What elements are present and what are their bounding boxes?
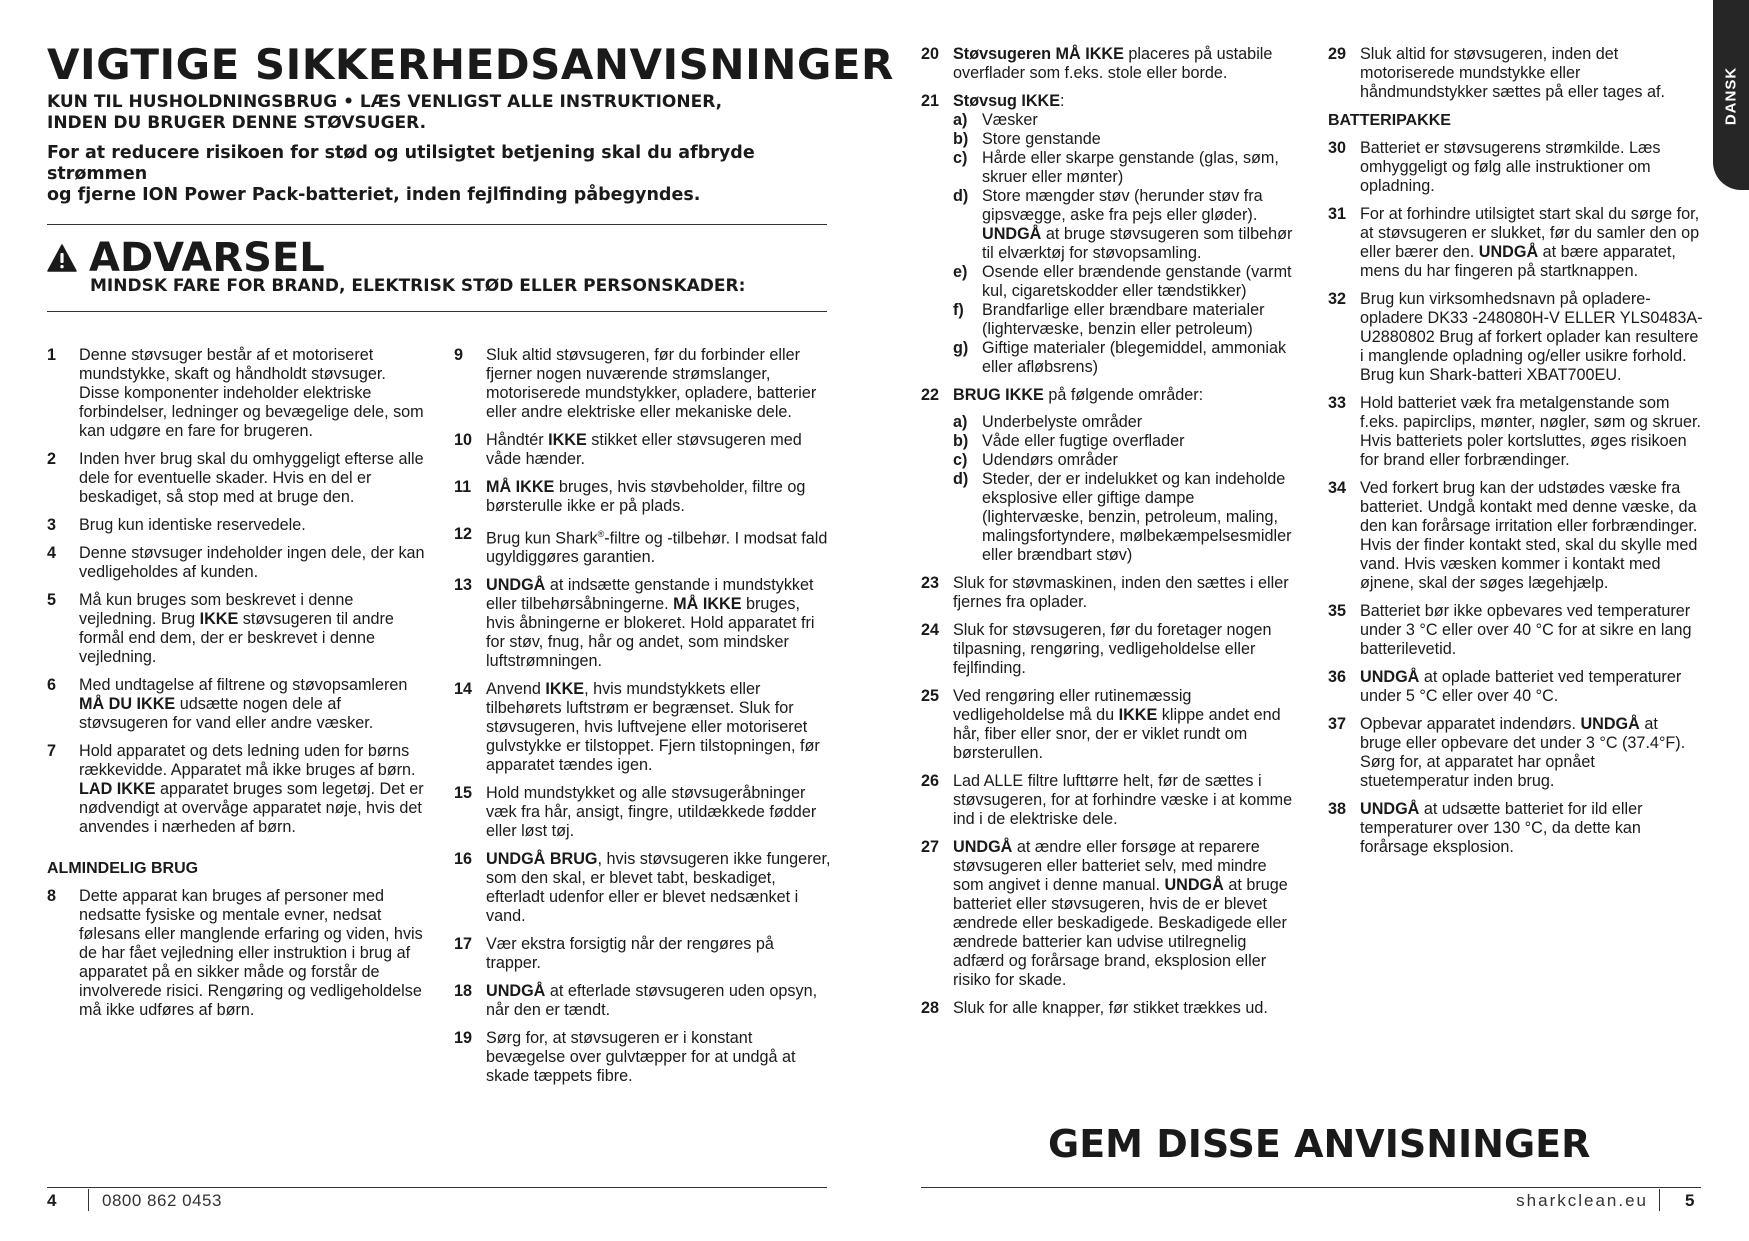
instruction-item: 27 UNDGÅ at ændre eller forsøge at reparere støvsugeren eller batteriet selv, med mindre som angivet i denne manual. UNDGÅ at bruge batteriet eller støvsugeren, hvis de er blevet ændrede eller beskadigede. Beskadigede eller ændrede batterier kan udvise utilregnelig adfærd og forårsage brand, eksplosion eller risiko for skade.: [921, 838, 1288, 989]
sub-item: a) Underbelyste områder: [953, 413, 1143, 431]
page-title: VIGTIGE SIKKERHEDSANVISNINGER: [47, 40, 894, 89]
page-number-left: 4: [47, 1191, 57, 1210]
instruction-item: 33 Hold batteriet væk fra metalgenstande som f.eks. papirclips, mønter, nøgler, søm og skruer. Hvis batteriets poler kortsluttes, øges risikoen for brand eller forbrændinger.: [1328, 394, 1701, 469]
support-phone: 0800 862 0453: [102, 1191, 222, 1210]
instruction-item: 4 Denne støvsuger indeholder ingen dele, der kan vedligeholdes af kunden.: [47, 544, 425, 581]
instruction-item: 35 Batteriet bør ikke opbevares ved temperaturer under 3 °C eller over 40 °C for at sikre en lang batterilevetid.: [1328, 602, 1692, 658]
sub-item-note: UNDGÅ at bruge støvsugeren som tilbehør til elværktøj for støvopsamling.: [982, 225, 1293, 262]
instruction-item: 10 Håndtér IKKE stikket eller støvsugeren med våde hænder.: [454, 431, 802, 468]
column-3: [921, 45, 1299, 1027]
instruction-item: 29 Sluk altid for støvsugeren, inden det motoriserede mundstykke eller håndmundstykker sættes på eller tages af.: [1328, 45, 1666, 101]
household-line-1: KUN TIL HUSHOLDNINGSBRUG • LÆS VENLIGST ALLE INSTRUKTIONER,: [47, 92, 723, 112]
household-use-notice: [47, 92, 827, 134]
instruction-item: 20 Støvsugeren MÅ IKKE placeres på ustabile overflader som f.eks. stole eller borde.: [921, 45, 1273, 82]
divider-top: [47, 224, 827, 225]
intro-line-2: og fjerne ION Power Pack-batteriet, inden fejlfinding påbegyndes.: [47, 185, 701, 205]
intro-line-1: For at reducere risikoen for stød og utilsigtet betjening skal du afbryde strømmen: [47, 143, 755, 184]
instruction-item: 25 Ved rengøring eller rutinemæssig vedligeholdelse må du IKKE klippe andet end hår, fiber eller snor, der er viklet rundt om børsterullen.: [921, 687, 1281, 762]
instruction-item: 34 Ved forkert brug kan der udstødes væske fra batteriet. Undgå kontakt med denne væske, da den kan forårsage irritation eller forbrændinger. Hvis der finder kontakt sted, skal du skylle med vand. Hvis væsken kommer i kontakt med øjnene, skal der søges lægehjælp.: [1328, 479, 1698, 592]
instruction-item: 21 Støvsug IKKE: a) Væsker b) Store genstande c) Hårde eller skarpe genstande (glas, søm, skruer eller mønter) d) Store mængder støv (herunder støv fra gipsvægge, aske fra pejs eller gløder). UNDGÅ at bruge støvsugeren som tilbehør til elværktøj for støvopsamling. e) Osende eller brændende genstande (varmt kul, cigaretskodder eller tændstikker) f) Brandfarlige eller brændbare materialer (lightervæske, benzin eller petroleum) g) Giftige materialer (blegemiddel, ammoniak eller afløbsrens): [921, 92, 1299, 377]
instruction-item: 5 Må kun bruges som beskrevet i denne vejledning. Brug IKKE støvsugeren til andre formål end dem, der er beskrevet i denne vejledning.: [47, 591, 394, 666]
instruction-item: 9 Sluk altid støvsugeren, før du forbinder eller fjerner nogen nuværende strømslanger, motoriserede mundstykker, opladere, batterier eller andre elektriske eller mekaniske dele.: [454, 346, 817, 421]
instruction-item: 30 Batteriet er støvsugerens strømkilde. Læs omhyggeligt og følg alle instruktioner om opladning.: [1328, 139, 1661, 195]
instruction-item: 2 Inden hver brug skal du omhyggeligt efterse alle dele for eventuelle skader. Hvis en del er beskadiget, så stop med at bruge den.: [47, 450, 424, 506]
instruction-item: 24 Sluk for støvsugeren, før du foretager nogen tilpasning, rengøring, vedligeholdelse eller fejlfinding.: [921, 621, 1272, 677]
household-line-2: INDEN DU BRUGER DENNE STØVSUGER.: [47, 113, 427, 133]
sub-item: b) Våde eller fugtige overflader: [953, 432, 1185, 450]
footer-separator-right: [1659, 1189, 1660, 1211]
sub-item: c) Hårde eller skarpe genstande (glas, søm, skruer eller mønter): [953, 149, 1279, 186]
instruction-item: 15 Hold mundstykket og alle støvsugeråbninger væk fra hår, ansigt, fingre, utildækkede fødder eller løst tøj.: [454, 784, 817, 841]
sub-list: [953, 111, 1299, 377]
instruction-item: 12 Brug kun Shark®-filtre og -tilbehør. I modsat fald ugyldiggøres garantien.: [454, 525, 828, 567]
instruction-item: 13 UNDGÅ at indsætte genstande i mundstykket eller tilbehørsåbningerne. MÅ IKKE bruges, hvis åbningerne er blokeret. Hold apparatet fri for støv, fnug, hår og andet, som mindsker luftstrømningen.: [454, 576, 815, 671]
instruction-item: 18 UNDGÅ at efterlade støvsugeren uden opsyn, når den er tændt.: [454, 982, 818, 1020]
footer-divider-right: [921, 1187, 1701, 1188]
website-link[interactable]: sharkclean.eu: [1516, 1191, 1648, 1210]
instruction-item: 31 For at forhindre utilsigtet start skal du sørge for, at støvsugeren er slukket, før du samler den op eller bærer den. UNDGÅ at bære apparatet, mens du har fingeren på startknappen.: [1328, 205, 1700, 280]
instruction-item: 14 Anvend IKKE, hvis mundstykkets eller tilbehørets luftstrøm er begrænset. Sluk for støvsugeren, hvis luftvejene eller motoriseret gulvstykke er tilstoppet. Fjern tilstopningen, før apparatet tændes igen.: [454, 680, 820, 775]
sub-item: g) Giftige materialer (blegemiddel, ammoniak eller afløbsrens): [953, 339, 1287, 376]
language-tab: [1713, 0, 1749, 190]
instruction-item: 28 Sluk for alle knapper, før stikket trækkes ud.: [921, 999, 1268, 1017]
intro-notice: [47, 143, 847, 206]
instruction-item: 26 Lad ALLE filtre lufttørre helt, før de sættes i støvsugeren, for at forhindre væske i at komme ind i de elektriske dele.: [921, 772, 1293, 828]
divider-warning: [47, 311, 827, 312]
column-1: [47, 346, 427, 1029]
instruction-item: 11 MÅ IKKE bruges, hvis støvbeholder, filtre og børsterulle ikke er på plads.: [454, 478, 806, 515]
instruction-item: 23 Sluk for støvmaskinen, inden den sættes i eller fjernes fra oplader.: [921, 574, 1289, 611]
sub-list: [953, 413, 1299, 565]
column-4: [1328, 45, 1703, 866]
language-label: DANSK: [1722, 66, 1740, 126]
instruction-item: 8 Dette apparat kan bruges af personer med nedsatte fysiske og mentale evner, nedsat følesans eller manglende erfaring og viden, hvis de har fået vejledning eller instruktion i brug af apparatet på en sikker måde og forstår de involverede risici. Rengøring og vedligeholdelse må ikke udføres af børn.: [47, 887, 423, 1019]
instruction-item: 22 BRUG IKKE på følgende områder: a) Underbelyste områder b) Våde eller fugtige overflader c) Udendørs områder d) Steder, der er indelukket og kan indeholde eksplosive eller giftige dampe (lightervæske, benzin, petroleum, maling, malingsfortyndere, mølbekæmpelsesmidler eller brændbart støv): [921, 386, 1299, 565]
instruction-item: 17 Vær ekstra forsigtig når der rengøres på trapper.: [454, 935, 774, 973]
instruction-item: 6 Med undtagelse af filtrene og støvopsamleren MÅ DU IKKE udsætte nogen dele af støvsugeren for vand eller andre væsker.: [47, 676, 408, 732]
sub-item: d) Steder, der er indelukket og kan indeholde eksplosive eller giftige dampe (lightervæske, benzin, petroleum, maling, malingsfortyndere, mølbekæmpelsesmidler eller brændbart støv): [953, 470, 1292, 564]
save-instructions-banner: GEM DISSE ANVISNINGER: [1048, 1122, 1591, 1166]
instruction-item: 36 UNDGÅ at oplade batteriet ved temperaturer under 5 °C eller over 40 °C.: [1328, 668, 1682, 705]
page-number-right: 5: [1685, 1191, 1695, 1210]
instruction-item: 32 Brug kun virksomhedsnavn på opladere-opladere DK33 -248080H-V ELLER YLS0483A-U2880802 Brug af forkert oplader kan resultere i manglende opladning og/eller usikre forhold. Brug kun Shark-batteri XBAT700EU.: [1328, 290, 1703, 384]
warning-subtitle: MINDSK FARE FOR BRAND, ELEKTRISK STØD ELLER PERSONSKADER:: [90, 276, 746, 296]
column-2: [454, 346, 832, 1095]
instruction-item: 1 Denne støvsuger består af et motoriseret mundstykke, skaft og håndholdt støvsuger. Disse komponenter indeholder elektriske forbindelser, ledninger og bevægelige dele, som kan udgøre en fare for brugeren.: [47, 346, 424, 440]
instruction-item: 3 Brug kun identiske reservedele.: [47, 516, 306, 534]
warning-heading: [47, 236, 325, 280]
warning-triangle-icon: [47, 244, 77, 272]
sub-item: d) Store mængder støv (herunder støv fra gipsvægge, aske fra pejs eller gløder).: [953, 187, 1263, 224]
sub-item: b) Store genstande: [953, 130, 1101, 148]
instruction-item: 7 Hold apparatet og dets ledning uden for børns rækkevidde. Apparatet må ikke bruges af børn. LAD IKKE apparatet bruges som legetøj. Det er nødvendigt at overvåge apparatet nøje, hvis det anvendes i nærheden af børn.: [47, 742, 424, 836]
sub-item: a) Væsker: [953, 111, 1038, 129]
section-heading-battery: BATTERIPAKKE: [1328, 112, 1451, 129]
warning-title: ADVARSEL: [89, 235, 325, 281]
footer-divider-left: [47, 1187, 827, 1188]
instruction-item: 16 UNDGÅ BRUG, hvis støvsugeren ikke fungerer, som den skal, er blevet tabt, beskadiget, efterladt udenfor eller er blevet nedsænket i vand.: [454, 850, 831, 926]
sub-item: e) Osende eller brændende genstande (varmt kul, cigaretskodder eller tændstikker): [953, 263, 1292, 300]
instruction-item: 19 Sørg for, at støvsugeren er i konstant bevægelse over gulvtæpper for at undgå at skade tæppets fibre.: [454, 1029, 796, 1086]
sub-item: c) Udendørs områder: [953, 451, 1118, 469]
section-heading-general-use: ALMINDELIG BRUG: [47, 860, 199, 877]
footer-separator-left: [88, 1189, 89, 1211]
instruction-item: 38 UNDGÅ at udsætte batteriet for ild eller temperaturer over 130 °C, da dette kan forårsage eksplosion.: [1328, 800, 1643, 856]
sub-item: f) Brandfarlige eller brændbare materialer (lightervæske, benzin eller petroleum): [953, 301, 1265, 338]
instruction-item: 37 Opbevar apparatet indendørs. UNDGÅ at bruge eller opbevare det under 3 °C (37.4°F). Sørg for, at apparatet har opnået stuetemperatur inden brug.: [1328, 715, 1686, 790]
